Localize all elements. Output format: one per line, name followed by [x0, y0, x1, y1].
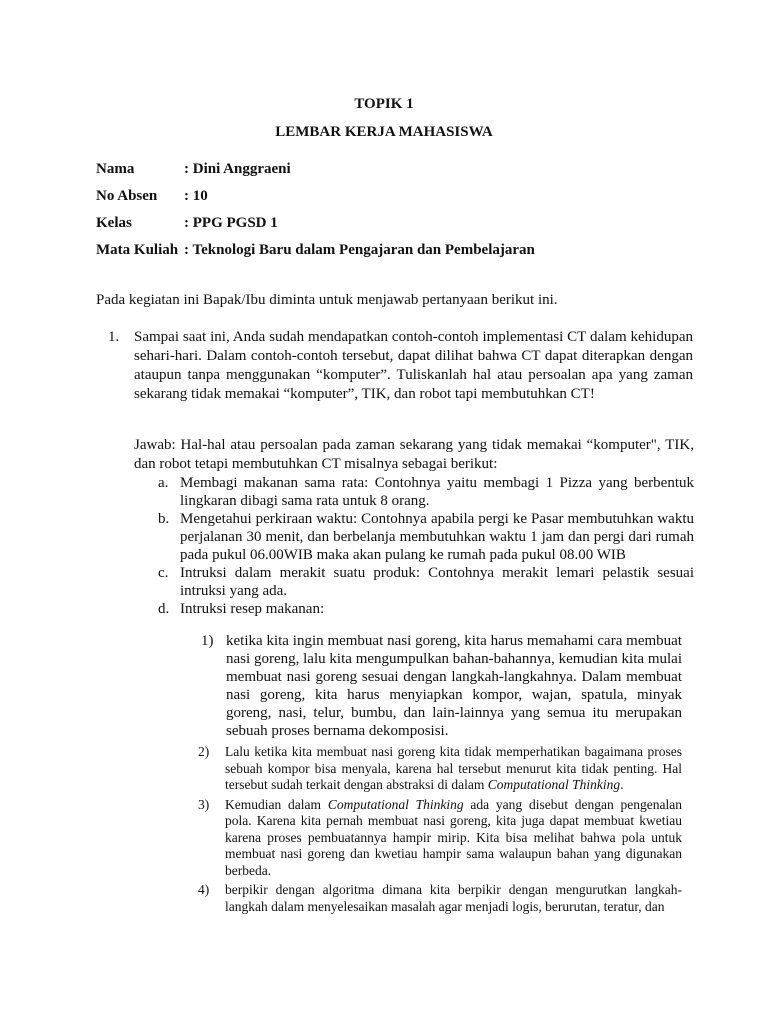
- step-marker: 1): [201, 633, 214, 649]
- answer-text: Intruksi dalam merakit suatu produk: Contohnya merakit lemari pelastik sesuai intruksi yang ada.: [180, 565, 694, 599]
- step-text: ketika kita ingin membuat nasi goreng, kita harus memahami cara membuat nasi goreng, lalu kita mengumpulkan bahan-bahannya, kemudian kita mulai membuat nasi goreng sesuai dengan langkah-langkahnya. Dalam membuat nasi goreng, kita harus menyiapkan kompor, wajan, spatula, minyak goreng, nasi, telur, bumbu, dan lain-lainnya yang semua itu merupakan sebuah proses bernama dekomposisi.: [226, 633, 682, 739]
- answer-intro: Jawab: Hal-hal atau persoalan pada zaman sekarang yang tidak memakai “komputer", TIK, dan robot tetapi membutuhkan CT misalnya sebagai berikut:: [134, 437, 694, 472]
- step-text: Lalu ketika kita membuat nasi goreng kita tidak memperhatikan bagaimana proses sebuah kompor bisa menyala, karena hal tersebut menurut kita tidak penting. Hal tersebut sudah terkait dengan abstraksi di dalam: [225, 744, 682, 792]
- step-text: berpikir dengan algoritma dimana kita berpikir dengan mengurutkan langkah-langkah dalam menyelesaikan masalah agar menjadi logis, berurutan, teratur, dan: [225, 882, 682, 914]
- worksheet-title: LEMBAR KERJA MAHASISWA: [275, 124, 493, 140]
- instruction-text: Pada kegiatan ini Bapak/Ibu diminta untuk menjawab pertanyaan berikut ini.: [96, 292, 558, 308]
- step-emphasis: Computational Thinking: [327, 796, 464, 812]
- answer-item: [134, 510, 694, 564]
- field-label: Kelas: [96, 215, 132, 231]
- step-marker: 3): [198, 796, 210, 812]
- step-marker: 4): [198, 882, 210, 897]
- field-value: : Teknologi Baru dalam Pengajaran dan Pembelajaran: [184, 242, 535, 258]
- answer-text: Mengetahui perkiraan waktu: Contohnya apabila pergi ke Pasar membutuhkan waktu perjalanan 30 menit, dan berbelanja membutuhkan waktu 1 jam dan pergi dari rumah pada pukul 06.00WIB maka akan pulang ke rumah pada pukul 08.00 WIB: [180, 511, 694, 563]
- step-text: Kemudian dalam: [225, 796, 328, 812]
- recipe-step: [201, 632, 682, 740]
- field-label: Nama: [96, 161, 135, 177]
- question-number: 1.: [108, 329, 120, 345]
- answer-item: [134, 474, 694, 510]
- answer-item: [134, 564, 694, 600]
- field-label: No Absen: [96, 188, 158, 204]
- question-item: [108, 328, 693, 404]
- topic-heading: TOPIK 1: [354, 96, 414, 112]
- recipe-steps-first: [201, 632, 682, 740]
- answer-item: [134, 600, 694, 618]
- class-field: [96, 214, 278, 232]
- recipe-step: [198, 797, 682, 880]
- answer-marker: a.: [158, 475, 169, 491]
- answer-marker: c.: [158, 565, 169, 581]
- step-text-end: .: [620, 777, 624, 792]
- step-emphasis: Computational Thinking: [487, 777, 621, 792]
- answer-marker: d.: [158, 601, 170, 617]
- recipe-step: [198, 744, 682, 794]
- answer-text: Intruksi resep makanan:: [180, 601, 325, 617]
- field-value: : PPG PGSD 1: [184, 215, 278, 231]
- recipe-steps: [198, 744, 682, 918]
- field-value: : 10: [184, 188, 208, 204]
- course-field: [96, 241, 535, 259]
- field-label: Mata Kuliah: [96, 242, 179, 258]
- answer-text: Membagi makanan sama rata: Contohnya yaitu membagi 1 Pizza yang berbentuk lingkaran dibagi sama rata untuk 8 orang.: [180, 475, 694, 509]
- answer-marker: b.: [158, 511, 170, 527]
- step-marker: 2): [198, 744, 210, 759]
- recipe-step: [198, 882, 682, 915]
- question-text: Sampai saat ini, Anda sudah mendapatkan contoh-contoh implementasi CT dalam kehidupan sehari-hari. Dalam contoh-contoh tersebut, dapat dilihat bahwa CT dapat diterapkan dengan ataupun tanpa menggunakan “komputer”. Tuliskanlah hal atau persoalan apa yang zaman sekarang tidak memakai “komputer”, TIK, dan robot tapi membutuhkan CT!: [134, 329, 693, 402]
- name-field: [96, 160, 291, 178]
- absence-number-field: [96, 187, 208, 205]
- field-value: : Dini Anggraeni: [184, 161, 291, 177]
- answer-list: [134, 474, 694, 618]
- step-text-end: ada yang disebut dengan pengenalan pola. Karena kita pernah membuat nasi goreng, kita juga dapat membuat kwetiau karena proses pembuatannya hampir mirip. Kita bisa melihat bahwa pola untuk membuat nasi goreng dan kwetiau hampir sama walaupun bahan yang digunakan berbeda.: [225, 796, 682, 878]
